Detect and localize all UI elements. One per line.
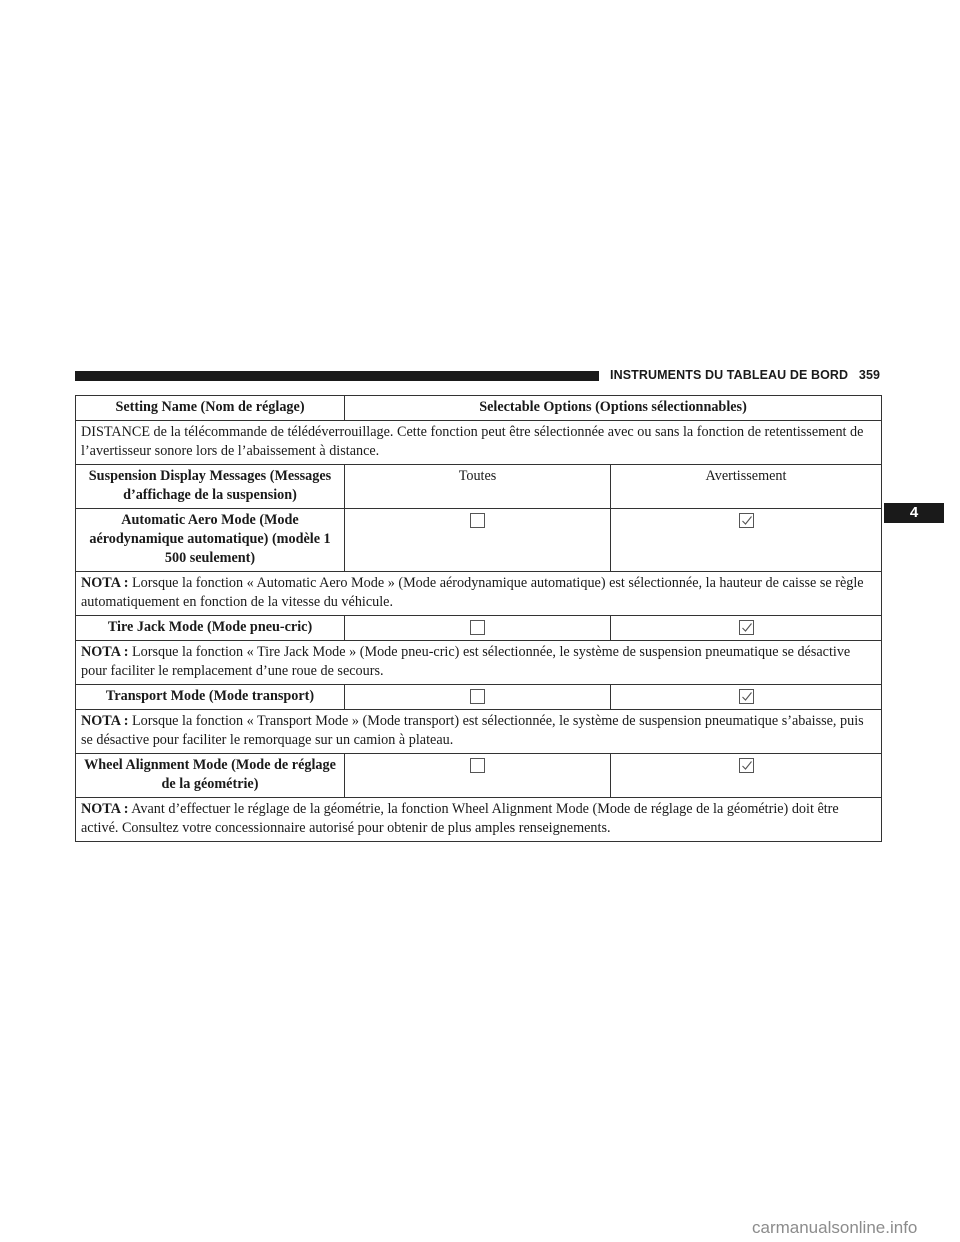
setting-name: Transport Mode (Mode transport) xyxy=(76,685,345,710)
option-a-cell xyxy=(345,754,611,798)
table-row xyxy=(76,465,882,509)
col-header-setting: Setting Name (Nom de réglage) xyxy=(76,396,345,421)
setting-name: Tire Jack Mode (Mode pneu-cric) xyxy=(76,616,345,641)
note-text: Lorsque la fonction « Transport Mode » (Mode transport) est sélectionnée, le système de suspension pneumatique s’abaisse, puis se désactive pour faciliter le remorquage sur un camion à plateau. xyxy=(81,713,864,748)
table-header-row xyxy=(76,396,882,421)
setting-name: Wheel Alignment Mode (Mode de réglage de la géométrie) xyxy=(76,754,345,798)
table-row xyxy=(76,754,882,798)
option-b-cell xyxy=(611,754,882,798)
option-a-cell xyxy=(345,509,611,572)
empty-checkbox-icon[interactable] xyxy=(470,513,485,528)
note-label: NOTA : xyxy=(81,575,129,591)
intro-text: DISTANCE de la télécommande de télédéverrouillage. Cette fonction peut être sélectionnée avec ou sans la fonction de retentissement de l’avertisseur sonore lors de l’abaissement à distance. xyxy=(76,421,882,465)
option-a-label: Toutes xyxy=(345,465,611,509)
note xyxy=(76,798,882,842)
note-row xyxy=(76,641,882,685)
checked-checkbox-icon[interactable] xyxy=(739,513,754,528)
settings-table xyxy=(75,395,882,842)
checked-checkbox-icon[interactable] xyxy=(739,758,754,773)
section-title: INSTRUMENTS DU TABLEAU DE BORD xyxy=(610,368,849,382)
note-label: NOTA : xyxy=(81,713,129,729)
intro-row xyxy=(76,421,882,465)
option-b-label: Avertissement xyxy=(611,465,882,509)
option-a-cell xyxy=(345,616,611,641)
page-number: 359 xyxy=(858,368,881,382)
option-a-cell xyxy=(345,685,611,710)
note-text: Avant d’effectuer le réglage de la géométrie, la fonction Wheel Alignment Mode (Mode de réglage de la géométrie) doit être activé. Consultez votre concessionnaire autorisé pour obtenir de plus amples renseignements. xyxy=(81,801,839,836)
note-row xyxy=(76,572,882,616)
empty-checkbox-icon[interactable] xyxy=(470,620,485,635)
table-row xyxy=(76,616,882,641)
empty-checkbox-icon[interactable] xyxy=(470,689,485,704)
table-row xyxy=(76,685,882,710)
note xyxy=(76,572,882,616)
col-header-options: Selectable Options (Options sélectionnables) xyxy=(345,396,882,421)
table-row xyxy=(76,509,882,572)
checked-checkbox-icon[interactable] xyxy=(739,689,754,704)
note-text: Lorsque la fonction « Tire Jack Mode » (Mode pneu-cric) est sélectionnée, le système de suspension pneumatique se désactive pour faciliter le remplacement d’une roue de secours. xyxy=(81,644,851,679)
watermark-link[interactable]: carmanualsonline.info xyxy=(752,1218,918,1237)
checked-checkbox-icon[interactable] xyxy=(739,620,754,635)
empty-checkbox-icon[interactable] xyxy=(470,758,485,773)
note xyxy=(76,641,882,685)
note-label: NOTA : xyxy=(81,644,129,660)
option-b-cell xyxy=(611,509,882,572)
note-row xyxy=(76,798,882,842)
setting-name: Suspension Display Messages (Messages d’affichage de la suspension) xyxy=(76,465,345,509)
header-rule xyxy=(75,371,599,381)
note xyxy=(76,710,882,754)
setting-name: Automatic Aero Mode (Mode aérodynamique automatique) (modèle 1 500 seulement) xyxy=(76,509,345,572)
chapter-tab: 4 xyxy=(884,503,944,523)
option-b-cell xyxy=(611,616,882,641)
running-header xyxy=(610,368,880,382)
option-b-cell xyxy=(611,685,882,710)
note-row xyxy=(76,710,882,754)
note-text: Lorsque la fonction « Automatic Aero Mode » (Mode aérodynamique automatique) est sélectionnée, la hauteur de caisse se règle automatiquement en fonction de la vitesse du véhicule. xyxy=(81,575,864,610)
note-label: NOTA : xyxy=(81,801,129,817)
